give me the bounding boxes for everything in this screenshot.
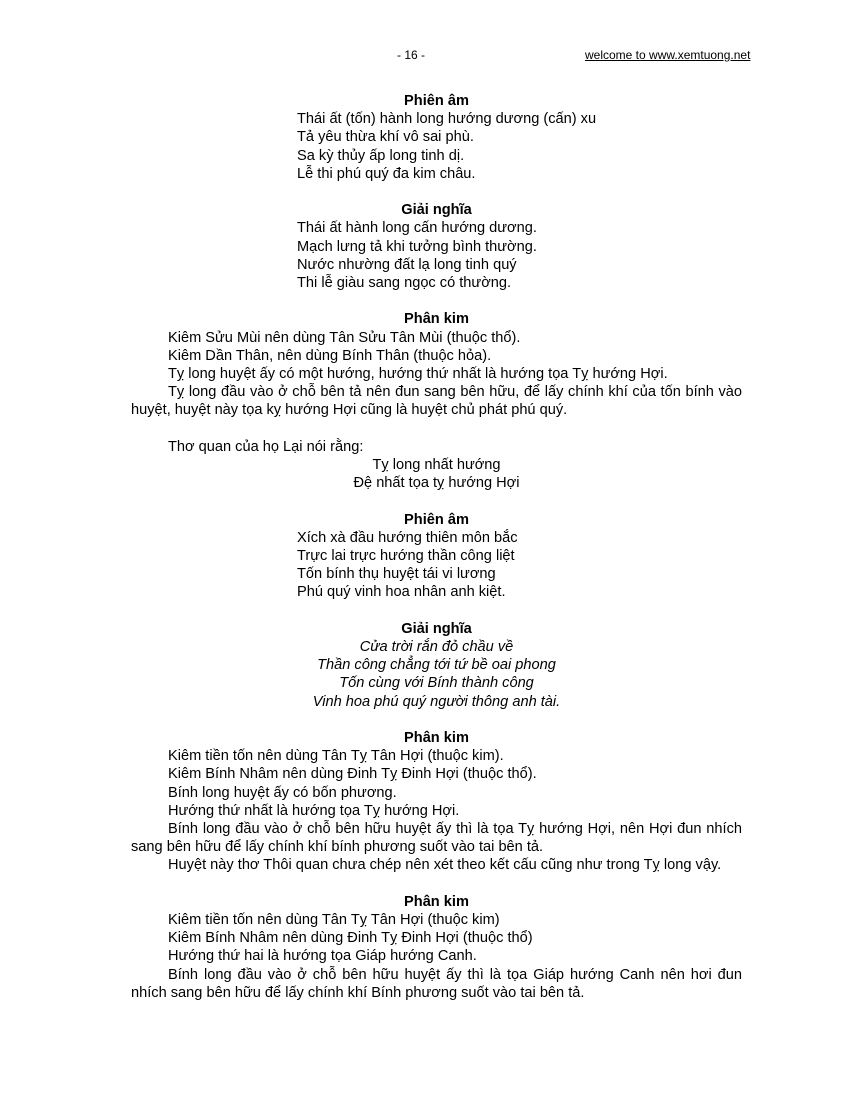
paragraph: Huyệt này thơ Thôi quan chưa chép nên xét theo kết cấu cũng như trong Tỵ long vậy.	[168, 857, 722, 874]
poem-line: Thần công chẳng tới tứ bề oai phong	[317, 657, 556, 674]
quote-intro: Thơ quan của họ Lại nói rằng:	[168, 438, 364, 455]
section-title: Phân kim	[404, 730, 469, 747]
poem-line: Lễ thi phú quý đa kim châu.	[297, 165, 476, 182]
text-line: Bính long huyệt ấy có bốn phương.	[168, 784, 397, 801]
quote-line: Tỵ long nhất hướng	[372, 457, 501, 474]
poem-line: Thái ất (tốn) hành long hướng dương (cấn) xu	[297, 111, 597, 128]
poem-line: Thi lễ giàu sang ngọc có thường.	[297, 275, 512, 292]
poem-line: Thái ất hành long cấn hướng dương.	[297, 220, 537, 237]
section-title: Giải nghĩa	[401, 202, 472, 219]
poem-line: Sa kỳ thủy ấp long tinh dị.	[297, 147, 465, 164]
poem-line: Tả yêu thừa khí vô sai phù.	[297, 129, 474, 146]
poem-line: Trực lai trực hướng thần công liệt	[297, 548, 515, 565]
section-title: Phiên âm	[404, 93, 469, 109]
text-line: Tỵ long huyệt ấy có một hướng, hướng thứ nhất là hướng tọa Tỵ hướng Hợi.	[168, 366, 668, 383]
quote-line: Đệ nhất tọa tỵ hướng Hợi	[353, 475, 520, 492]
poem-block	[131, 529, 742, 602]
section-title: Phiên âm	[404, 511, 469, 528]
poem-block	[131, 110, 742, 183]
poem-line: Vinh hoa phú quý người thông anh tài.	[312, 693, 561, 710]
poem-line: Mạch lưng tả khi tưởng bình thường.	[297, 238, 537, 255]
poem-line: Xích xà đầu hướng thiên môn bắc	[297, 529, 518, 546]
poem-line: Tốn bính thụ huyệt tái vi lương	[297, 566, 496, 583]
poem-block	[131, 219, 742, 292]
text-line: Kiêm Sửu Mùi nên dùng Tân Sửu Tân Mùi (thuộc thổ).	[168, 329, 521, 346]
section-title: Phân kim	[404, 311, 469, 328]
text-line: Kiêm tiền tốn nên dùng Tân Tỵ Tân Hợi (thuộc kim)	[168, 912, 500, 929]
section-title: Giải nghĩa	[401, 620, 472, 637]
paragraph: Tỵ long đầu vào ở chỗ bên tả nên đun sang bên hữu, để lấy chính khí của tốn bính vào huyệt, huyệt này tọa kỵ hướng Hợi cũng là huyệt chủ phát phú quý.	[131, 384, 742, 419]
page-number: - 16 -	[397, 48, 426, 62]
page-body	[131, 92, 742, 1002]
section-title: Phân kim	[404, 893, 469, 910]
paragraph: Bính long đầu vào ở chỗ bên hữu huyệt ấy thì là tọa Giáp hướng Canh nên hơi đun nhích sang bên hữu để lấy chính khí Bính phương suốt vào tai bên tả.	[131, 966, 742, 1001]
poem-line: Nước nhường đất lạ long tinh quý	[297, 256, 517, 273]
text-line: Hướng thứ nhất là hướng tọa Tỵ hướng Hợi.	[168, 802, 460, 819]
text-line: Hướng thứ hai là hướng tọa Giáp hướng Canh.	[168, 948, 477, 965]
site-link[interactable]: welcome to www.xemtuong.net	[585, 48, 751, 62]
poem-line: Cửa trời rắn đỏ chầu về	[359, 639, 514, 656]
poem-line: Tốn cùng với Bính thành công	[339, 675, 534, 692]
text-line: Kiêm tiền tốn nên dùng Tân Tỵ Tân Hợi (thuộc kim).	[168, 748, 504, 765]
text-line: Kiêm Bính Nhâm nên dùng Đinh Tỵ Đinh Hợi (thuộc thổ).	[168, 766, 537, 783]
paragraph: Bính long đầu vào ở chỗ bên hữu huyệt ấy thì là tọa Tỵ hướng Hợi, nên Hợi đun nhích sang bên hữu để lấy chính khí bính phương suốt vào tai bên tả.	[131, 821, 742, 856]
text-line: Kiêm Bính Nhâm nên dùng Đinh Tỵ Đinh Hợi (thuộc thổ)	[168, 930, 533, 947]
text-line: Kiêm Dần Thân, nên dùng Bính Thân (thuộc hỏa).	[168, 347, 492, 364]
poem-line: Phú quý vinh hoa nhân anh kiệt.	[297, 584, 506, 601]
